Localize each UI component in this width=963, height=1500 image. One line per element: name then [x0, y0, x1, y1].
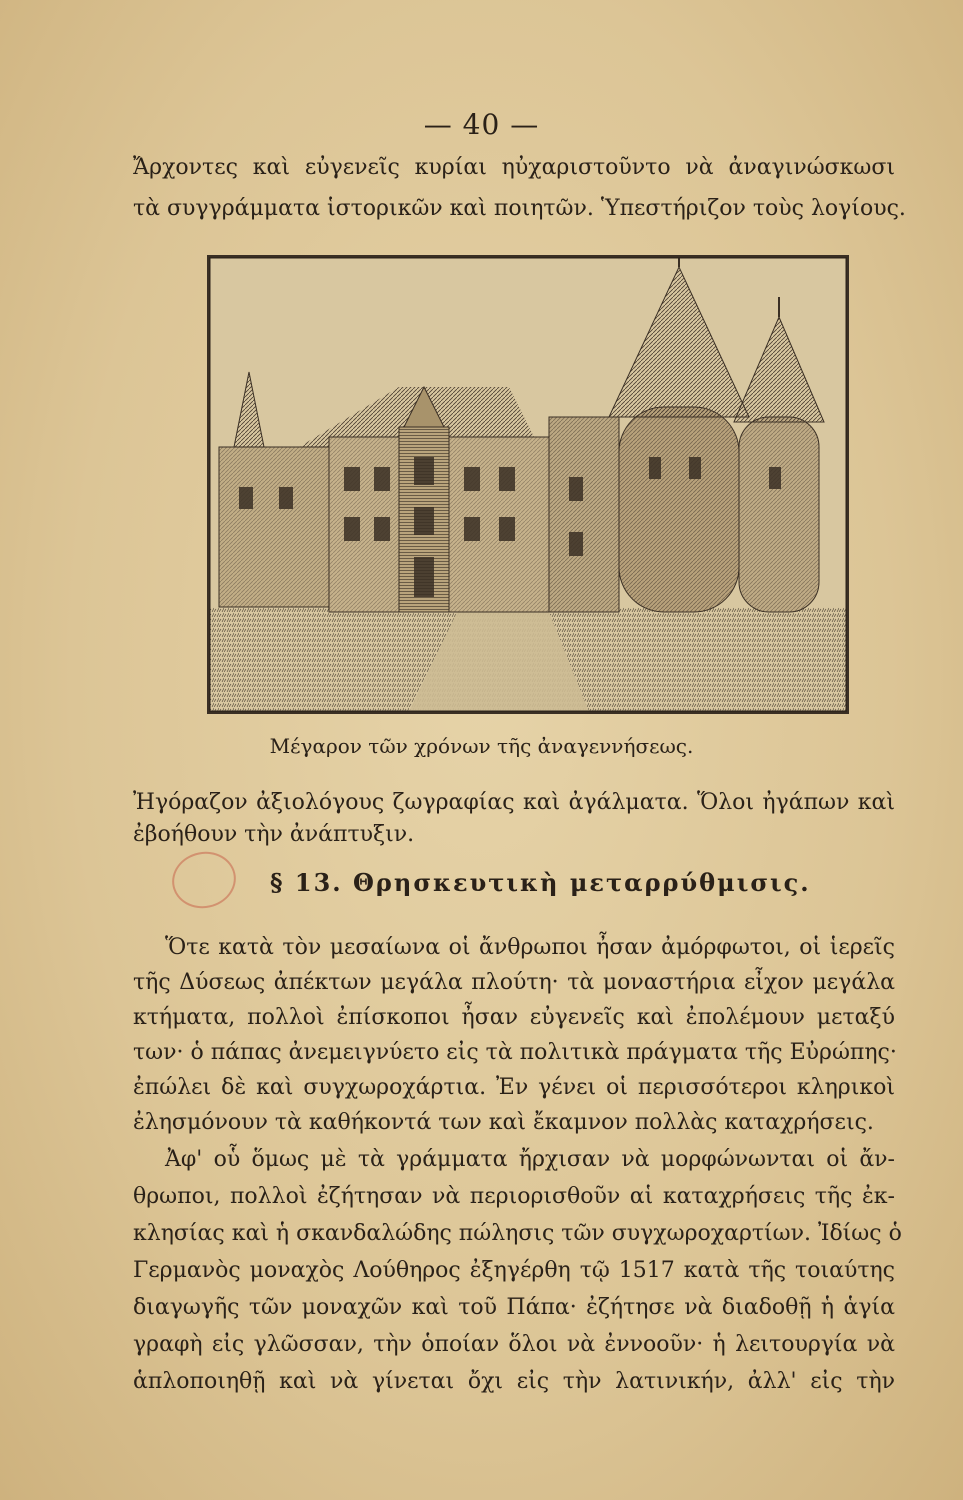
library-stamp-mark: [167, 846, 241, 914]
figure-caption: Μέγαρον τῶν χρόνων τῆς ἀναγεννήσεως.: [269, 734, 694, 758]
section-heading: § 13. Θρησκευτικὴ μεταρρύθμισις.: [270, 868, 811, 897]
page-number: — 40 —: [423, 108, 540, 141]
text-line: ἁπλοποιηθῇ καὶ νὰ γίνεται ὄχι εἰς τὴν λατινικήν, ἀλλ' εἰς τὴν: [133, 1369, 895, 1394]
text-line: τὰ συγγράμματα ἱστορικῶν καὶ ποιητῶν. Ὑπεστήριζον τοὺς λογίους.: [133, 196, 906, 221]
text-line: κτήματα, πολλοὶ ἐπίσκοποι ἦσαν εὐγενεῖς καὶ ἐπολέμουν μεταξύ: [133, 1005, 895, 1030]
text-line: γραφὴ εἰς γλῶσσαν, τὴν ὁποίαν ὅλοι νὰ ἐννοοῦν· ἡ λειτουργία νὰ: [133, 1332, 895, 1357]
text-line: διαγωγῆς τῶν μοναχῶν καὶ τοῦ Πάπα· ἐζήτησε νὰ διαδοθῇ ἡ ἁγία: [133, 1295, 895, 1320]
text-line: Ὅτε κατὰ τὸν μεσαίωνα οἱ ἄνθρωποι ἦσαν ἀμόρφωτοι, οἱ ἱερεῖς: [165, 935, 895, 960]
text-line: Ἀφ' οὗ ὅμως μὲ τὰ γράμματα ἤρχισαν νὰ μορφώνωνται οἱ ἄν-: [165, 1147, 895, 1172]
text-line: θρωποι, πολλοὶ ἐζήτησαν νὰ περιορισθοῦν αἱ καταχρήσεις τῆς ἐκ-: [133, 1184, 895, 1209]
text-line: Ἠγόραζον ἀξιολόγους ζωγραφίας καὶ ἀγάλματα. Ὅλοι ἠγάπων καὶ: [133, 790, 895, 815]
castle-illustration: [209, 257, 847, 712]
text-line: Ἄρχοντες καὶ εὐγενεῖς κυρίαι ηὐχαριστοῦντο νὰ ἀναγινώσκωσι: [133, 155, 895, 180]
text-line: ἐβοήθουν τὴν ἀνάπτυξιν.: [133, 822, 415, 847]
text-line: ἐπώλει δὲ καὶ συγχωροχάρτια. Ἐν γένει οἱ περισσότεροι κληρικοὶ: [133, 1075, 895, 1100]
text-line: τῆς Δύσεως ἀπέκτων μεγάλα πλούτη· τὰ μοναστήρια εἶχον μεγάλα: [133, 970, 895, 995]
text-line: κλησίας καὶ ἡ σκανδαλώδης πώλησις τῶν συγχωροχαρτίων. Ἰδίως ὁ: [133, 1221, 902, 1246]
text-line: Γερμανὸς μοναχὸς Λούθηρος ἐξηγέρθη τῷ 1517 κατὰ τῆς τοιαύτης: [133, 1258, 895, 1283]
chateau-engraving: [207, 255, 849, 714]
text-line: των· ὁ πάπας ἀνεμειγνύετο εἰς τὰ πολιτικὰ πράγματα τῆς Εὐρώπης·: [133, 1040, 897, 1065]
text-line: ἐλησμόνουν τὰ καθήκοντά των καὶ ἔκαμνον πολλὰς καταχρήσεις.: [133, 1110, 874, 1135]
